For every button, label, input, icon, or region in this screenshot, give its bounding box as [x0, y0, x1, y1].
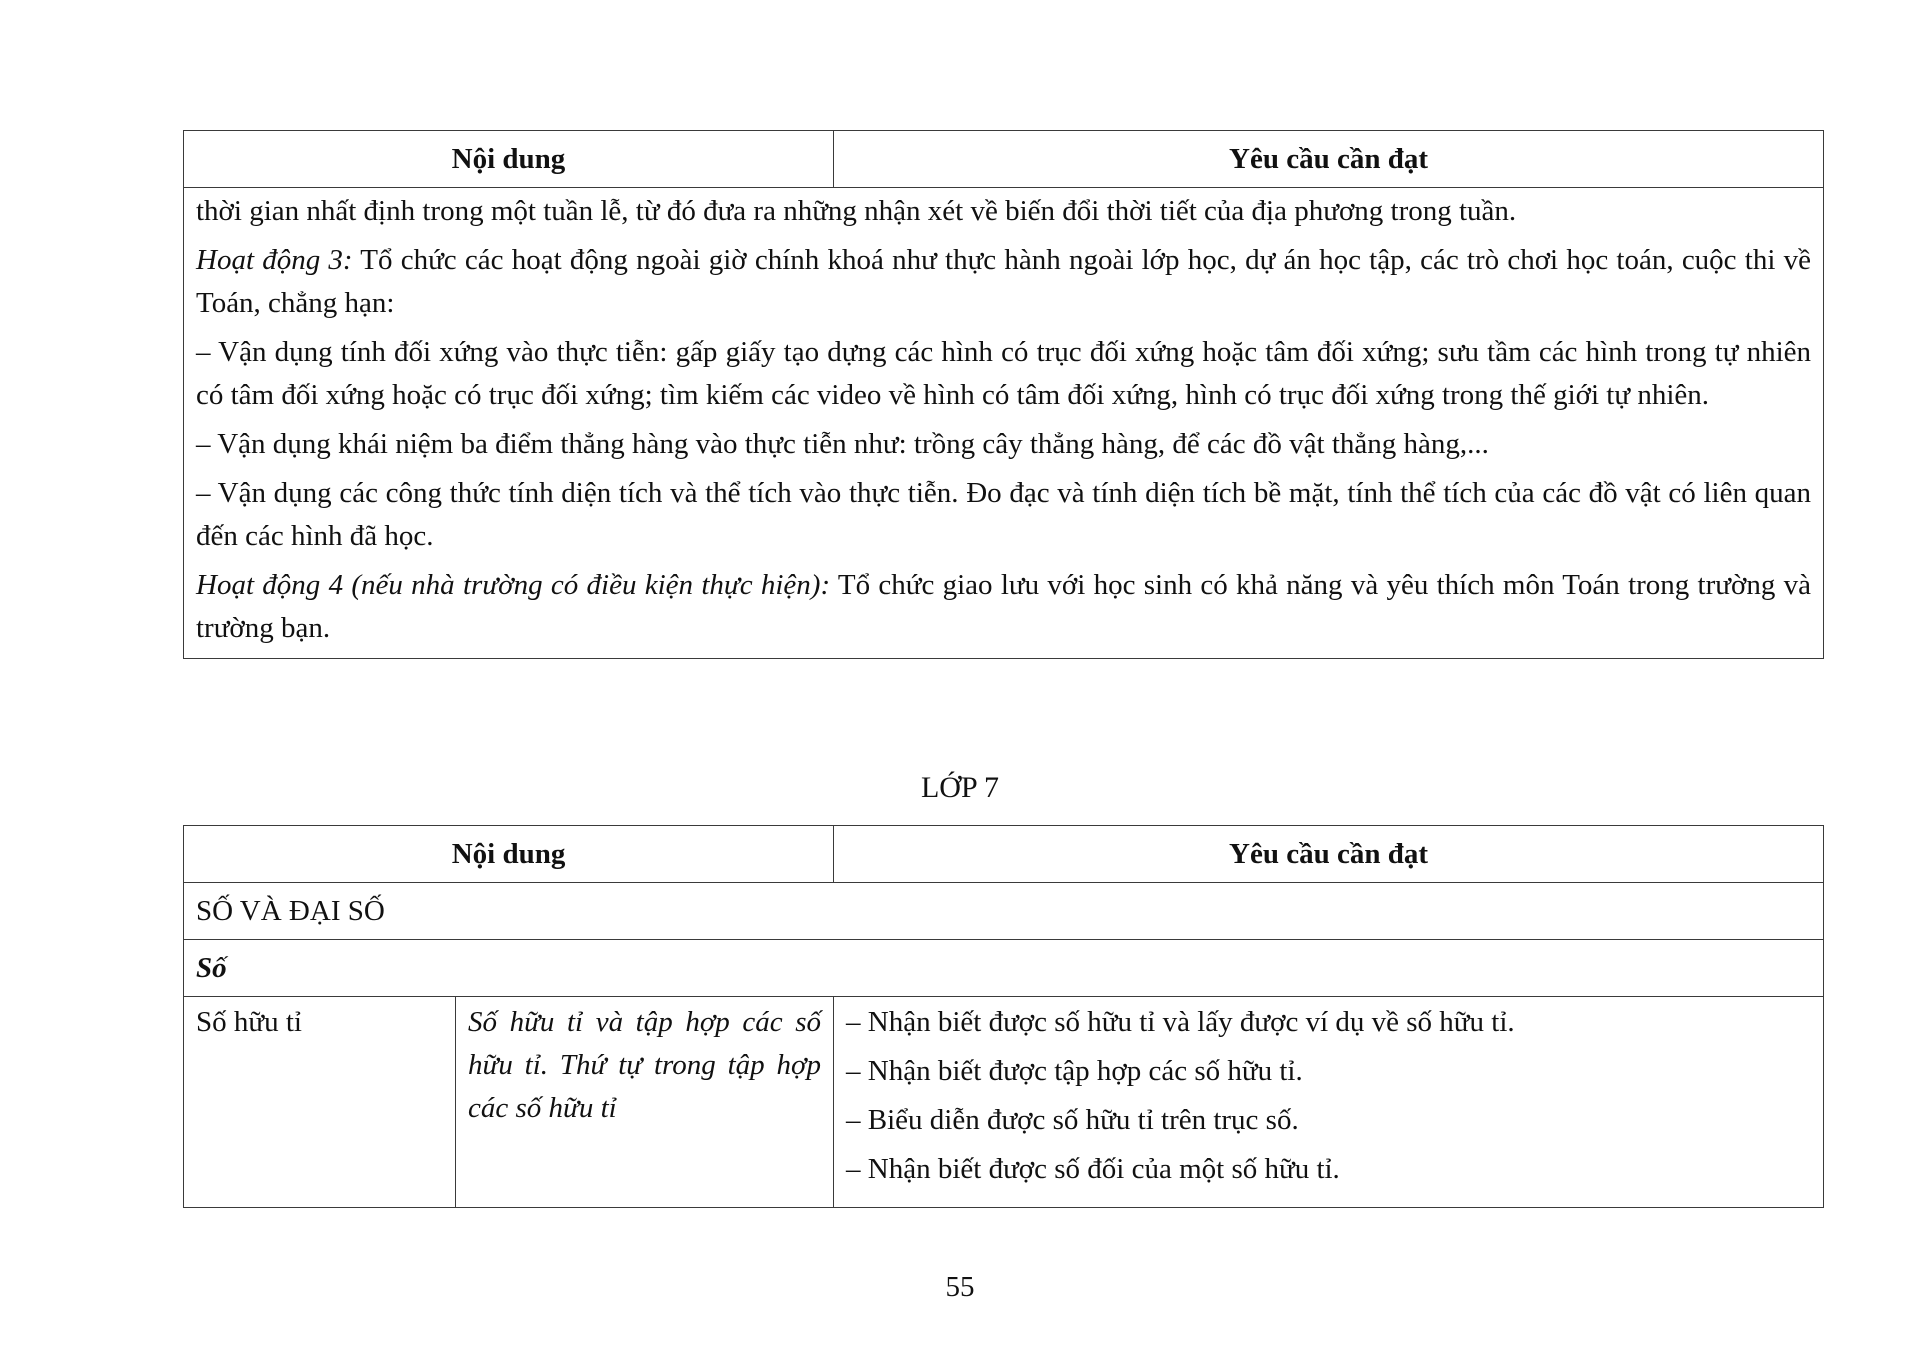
requirements-cell	[834, 997, 1824, 1208]
table-row	[184, 997, 1824, 1208]
header-noi-dung: Nội dung	[184, 131, 834, 188]
requirement-item: – Nhận biết được số hữu tỉ và lấy được ví dụ về số hữu tỉ.	[846, 1006, 1515, 1038]
activities-cell	[184, 188, 1824, 659]
section-title: SỐ VÀ ĐẠI SỐ	[184, 883, 1824, 940]
content-cell: Số hữu tỉ và tập hợp các số hữu tỉ. Thứ tự trong tập hợp các số hữu tỉ	[456, 997, 834, 1208]
subsection-row	[184, 940, 1824, 997]
header-yeu-cau: Yêu cầu cần đạt	[834, 826, 1824, 883]
activity-label: Hoạt động 4 (nếu nhà trường có điều kiện thực hiện):	[196, 569, 831, 601]
header-noi-dung: Nội dung	[184, 826, 834, 883]
section-row	[184, 883, 1824, 940]
requirement-item: – Nhận biết được số đối của một số hữu tỉ.	[846, 1153, 1340, 1185]
list-item: – Vận dụng tính đối xứng vào thực tiễn: gấp giấy tạo dựng các hình có trục đối xứng hoặc tâm đối xứng; sưu tầm các hình trong tự nhiên có tâm đối xứng hoặc có trục đối xứng; tìm kiếm các video về hình có tâm đối xứng, hình có trục đối xứng trong thế giới tự nhiên.	[196, 336, 1811, 411]
list-item: – Vận dụng khái niệm ba điểm thẳng hàng vào thực tiễn như: trồng cây thẳng hàng, để các đồ vật thẳng hàng,...	[196, 428, 1489, 460]
paragraph: thời gian nhất định trong một tuần lễ, từ đó đưa ra những nhận xét về biến đổi thời tiết của địa phương trong tuần.	[196, 195, 1517, 227]
table-header-row	[184, 826, 1824, 883]
page-number: 55	[945, 1271, 975, 1303]
continued-content-table	[183, 130, 1824, 659]
activity-4-paragraph: Hoạt động 4 (nếu nhà trường có điều kiện thực hiện): Tổ chức giao lưu với học sinh có khả năng và yêu thích môn Toán trong trường và trường bạn.	[196, 569, 1811, 644]
subsection-title: Số	[184, 940, 1824, 997]
activity-3-paragraph: Hoạt động 3: Tổ chức các hoạt động ngoài giờ chính khoá như thực hành ngoài lớp học, dự án học tập, các trò chơi học toán, cuộc thi về Toán, chẳng hạn:	[196, 244, 1811, 319]
class-heading: LỚP 7	[920, 771, 1000, 804]
grade-7-content-table	[183, 825, 1824, 1208]
topic-cell: Số hữu tỉ	[184, 997, 456, 1208]
table-row	[184, 188, 1824, 659]
requirement-item: – Nhận biết được tập hợp các số hữu tỉ.	[846, 1055, 1303, 1087]
header-yeu-cau: Yêu cầu cần đạt	[834, 131, 1824, 188]
list-item: – Vận dụng các công thức tính diện tích và thể tích vào thực tiễn. Đo đạc và tính diện tích bề mặt, tính thể tích của các đồ vật có liên quan đến các hình đã học.	[196, 477, 1811, 552]
table-header-row	[184, 131, 1824, 188]
requirement-item: – Biểu diễn được số hữu tỉ trên trục số.	[846, 1104, 1299, 1136]
activity-label: Hoạt động 3:	[196, 244, 353, 276]
